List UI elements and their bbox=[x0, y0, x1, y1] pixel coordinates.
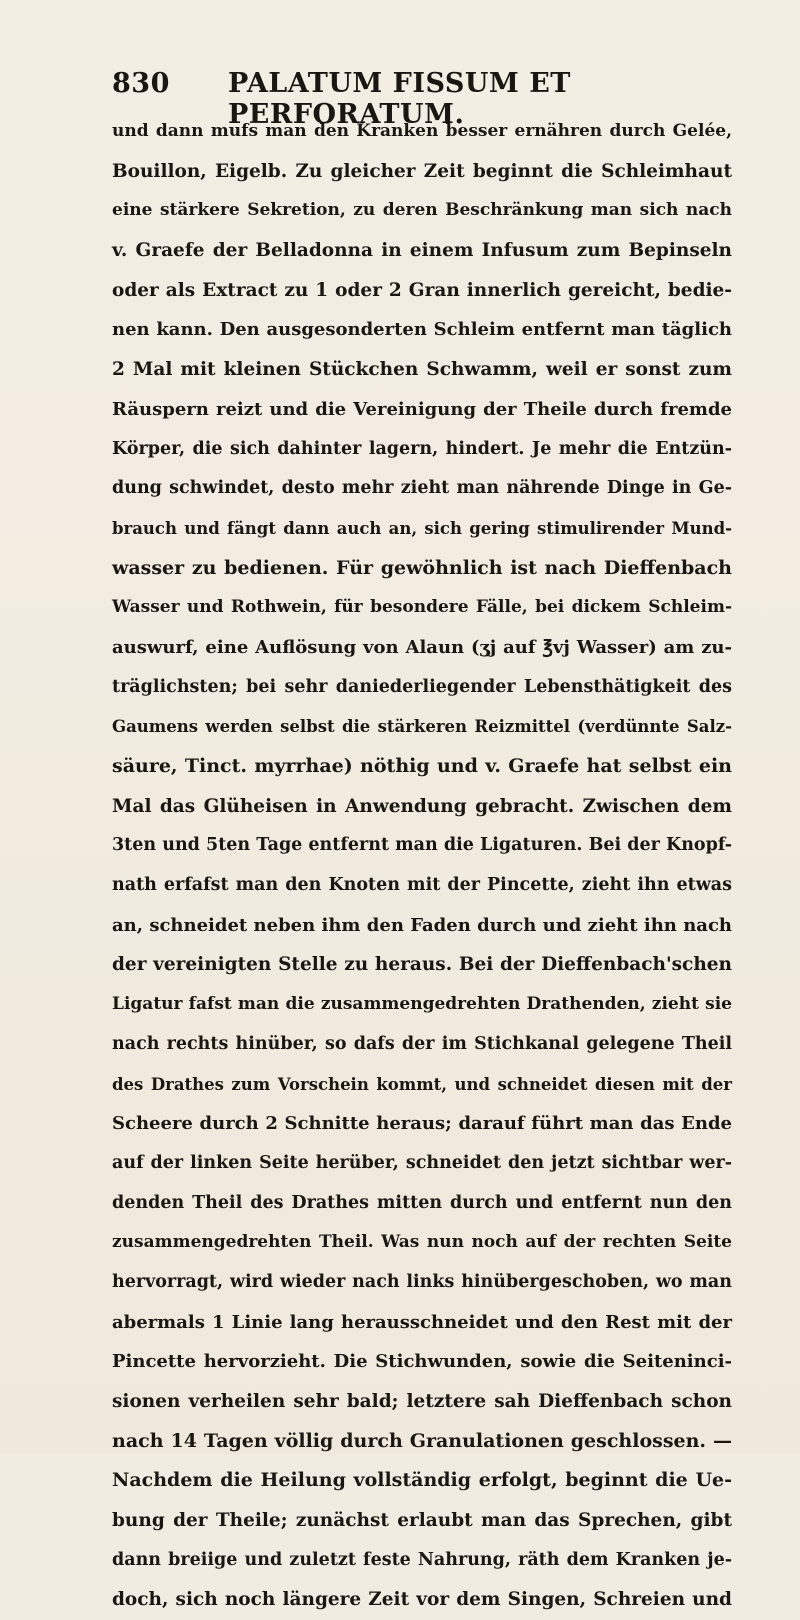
text-line: nach 14 Tagen völlig durch Granulationen geschlossen. — bbox=[112, 1429, 732, 1452]
text-line: Ligatur fafst man die zusammengedrehten Drathenden, zieht sie bbox=[112, 994, 732, 1015]
text-line: Scheere durch 2 Schnitte heraus; darauf führt man das Ende bbox=[112, 1113, 732, 1135]
text-line: Gaumens werden selbst die stärkeren Reizmittel (verdünnte Salz- bbox=[112, 717, 732, 737]
text-line: auswurf, eine Auflösung von Alaun (ʒj auf ℥vj Wasser) am zu- bbox=[112, 636, 732, 658]
text-line: des Drathes zum Vorschein kommt, und schneidet diesen mit der bbox=[112, 1074, 732, 1094]
text-line: dung schwindet, desto mehr zieht man nährende Dinge in Ge- bbox=[112, 478, 732, 499]
text-line: eine stärkere Sekretion, zu deren Beschränkung man sich nach bbox=[112, 200, 732, 221]
text-line: dann breiige und zuletzt feste Nahrung, räth dem Kranken je- bbox=[112, 1549, 732, 1570]
text-line: Räuspern reizt und die Vereinigung der Theile durch fremde bbox=[112, 398, 732, 420]
text-line: und dann mufs man den Kranken besser ernähren durch Gelée, bbox=[112, 121, 732, 141]
text-line: Mal das Glüheisen in Anwendung gebracht. Zwischen dem bbox=[112, 795, 732, 817]
text-line: träglichsten; bei sehr daniederliegender Lebensthätigkeit des bbox=[112, 676, 732, 697]
text-line: brauch und fängt dann auch an, sich gering stimulirender Mund- bbox=[112, 518, 732, 538]
text-line: säure, Tinct. myrrhae) nöthig und v. Graefe hat selbst ein bbox=[112, 755, 732, 777]
text-line: doch, sich noch längere Zeit vor dem Singen, Schreien und bbox=[112, 1589, 732, 1611]
text-line: oder als Extract zu 1 oder 2 Gran innerlich gereicht, bedie- bbox=[112, 279, 732, 301]
page-header bbox=[112, 68, 732, 130]
text-line: 2 Mal mit kleinen Stückchen Schwamm, weil er sonst zum bbox=[112, 359, 732, 381]
text-line: nach rechts hinüber, so dafs der im Stichkanal gelegene Theil bbox=[112, 1033, 732, 1054]
text-line: der vereinigten Stelle zu heraus. Bei der Dieffenbach'schen bbox=[112, 954, 732, 976]
text-line: Wasser und Rothwein, für besondere Fälle, bei dickem Schleim- bbox=[112, 597, 732, 618]
text-line: Pincette hervorzieht. Die Stichwunden, sowie die Seiteninci- bbox=[112, 1351, 732, 1373]
text-line: nen kann. Den ausgesonderten Schleim entfernt man täglich bbox=[112, 319, 732, 341]
text-line: 3ten und 5ten Tage entfernt man die Ligaturen. Bei der Knopf- bbox=[112, 835, 732, 856]
text-line: wasser zu bedienen. Für gewöhnlich ist nach Dieffenbach bbox=[112, 556, 732, 579]
text-line: nath erfafst man den Knoten mit der Pincette, zieht ihn etwas bbox=[112, 875, 732, 896]
running-title: PALATUM FISSUM ET PERFORATUM. bbox=[228, 68, 571, 130]
body-text bbox=[112, 112, 732, 1620]
text-line: Nachdem die Heilung vollständig erfolgt, beginnt die Ue- bbox=[112, 1469, 732, 1492]
text-line: bung der Theile; zunächst erlaubt man das Sprechen, gibt bbox=[112, 1510, 732, 1532]
text-line: abermals 1 Linie lang herausschneidet und den Rest mit der bbox=[112, 1311, 732, 1333]
text-line: hervorragt, wird wieder nach links hinübergeschoben, wo man bbox=[112, 1271, 732, 1292]
text-line: sionen verheilen sehr bald; letztere sah Dieffenbach schon bbox=[112, 1391, 732, 1412]
text-line: denden Theil des Drathes mitten durch und entfernt nun den bbox=[112, 1192, 732, 1213]
page-number: 830 bbox=[112, 68, 170, 99]
text-line: an, schneidet neben ihm den Faden durch und zieht ihn nach bbox=[112, 914, 732, 936]
text-line: zusammengedrehten Theil. Was nun noch auf der rechten Seite bbox=[112, 1232, 732, 1253]
text-line: Bouillon, Eigelb. Zu gleicher Zeit beginnt die Schleimhaut bbox=[112, 160, 732, 182]
text-line: auf der linken Seite herüber, schneidet den jetzt sichtbar wer- bbox=[112, 1152, 732, 1173]
text-line: v. Graefe der Belladonna in einem Infusum zum Bepinseln bbox=[112, 240, 732, 262]
text-line: Körper, die sich dahinter lagern, hindert. Je mehr die Entzün- bbox=[112, 438, 732, 459]
